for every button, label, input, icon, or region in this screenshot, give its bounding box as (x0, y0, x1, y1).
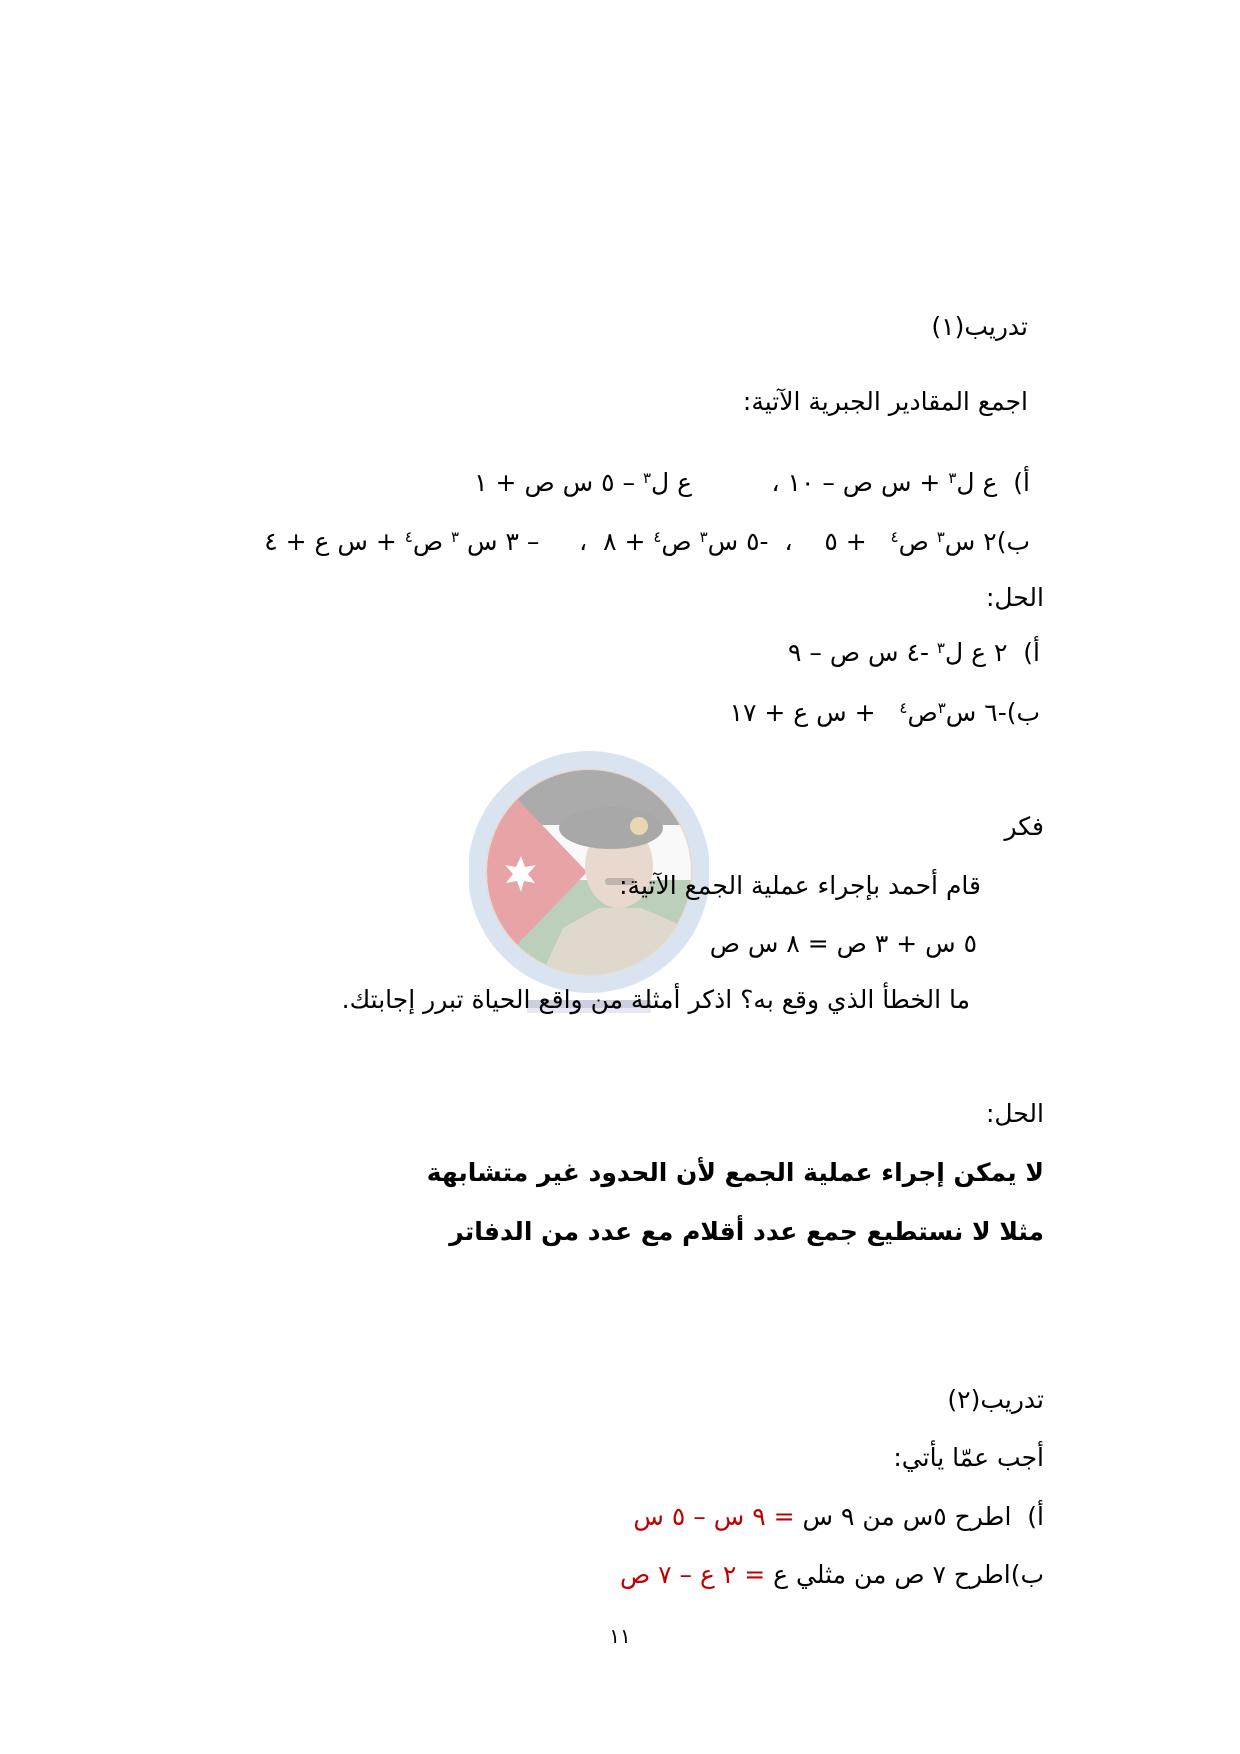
expression-text: + س ع + ١٧ (729, 698, 900, 727)
expression-text: أ) ع ل (956, 468, 1030, 497)
think-equation: ٥ س + ٣ ص = ٨ س ص (709, 929, 977, 958)
exercise1-item-a (474, 465, 1030, 501)
expression-text: + ٨ ، – ٣ س (459, 527, 654, 556)
exponent: ٣ (450, 527, 460, 546)
exercise2-item-b (620, 1557, 1044, 1593)
exercise2-answer: = ٢ ع – ٧ ص (619, 1560, 766, 1589)
exponent: ٣ (948, 468, 957, 487)
think-question-line: قام أحمد بإجراء عملية الجمع الآتية: (619, 871, 981, 900)
exercise1-instruction: اجمع المقادير الجبرية الآتية: (742, 387, 1028, 416)
think-title: فكر (1004, 812, 1044, 841)
exercise2-title: تدريب(٢) (947, 1385, 1044, 1414)
expression-text: + س ص – ١٠ ، ع ل (651, 468, 949, 497)
exercise2-item-a (633, 1499, 1044, 1535)
exponent: ٤ (899, 698, 908, 717)
expression-text: ص (412, 527, 451, 556)
exponent: ٤ (653, 527, 662, 546)
beret-badge-icon (630, 817, 648, 835)
think-solution-label: الحل: (985, 1099, 1044, 1128)
exercise2-answer: = ٩ س – ٥ س (633, 1502, 795, 1531)
expression-text: ب)٢ س (944, 527, 1030, 556)
expression-text: ب)-٦ س (945, 698, 1040, 727)
exponent: ٣ (936, 527, 945, 546)
exponent: ٣ (936, 638, 945, 657)
expression-text: + ٥ ، -٥ س (707, 527, 891, 556)
think-question-line: ما الخطأ الذي وقع به؟ اذكر أمثلة من واقع الحياة تبرر إجابتك. (341, 985, 970, 1014)
expression-text: ص (907, 698, 938, 727)
exercise2-question: أ) اطرح ٥س من ٩ س (794, 1502, 1044, 1531)
exponent: ٤ (890, 527, 899, 546)
exponent: ٤ (404, 527, 413, 546)
expression-text: ص (661, 527, 700, 556)
exercise2-question: ب)اطرح ٧ ص من مثلي ع (765, 1560, 1044, 1589)
page-number: ١١ (609, 1624, 631, 1648)
exercise1-solution-a (788, 635, 1040, 671)
think-answer-line: لا يمكن إجراء عملية الجمع لأن الحدود غير متشابهة (426, 1158, 1044, 1187)
think-answer-line: مثلا لا نستطيع جمع عدد أقلام مع عدد من الدفاتر (449, 1217, 1044, 1246)
exercise2-instruction: أجب عمّا يأتي: (893, 1443, 1044, 1472)
expression-text: + س ع + ٤ (264, 527, 405, 556)
expression-text: -٤ س ص – ٩ (788, 638, 937, 667)
exercise1-item-b (264, 524, 1030, 560)
exponent: ٣ (937, 698, 946, 717)
expression-text: ص (898, 527, 937, 556)
expression-text: أ) ٢ ع ل (944, 638, 1040, 667)
expression-text: – ٥ س ص + ١ (474, 468, 643, 497)
exponent: ٣ (699, 527, 708, 546)
exercise1-title: تدريب(١) (931, 312, 1028, 341)
exercise1-solution-b (730, 695, 1040, 731)
exponent: ٣ (642, 468, 651, 487)
exercise1-solution-label: الحل: (985, 583, 1044, 612)
